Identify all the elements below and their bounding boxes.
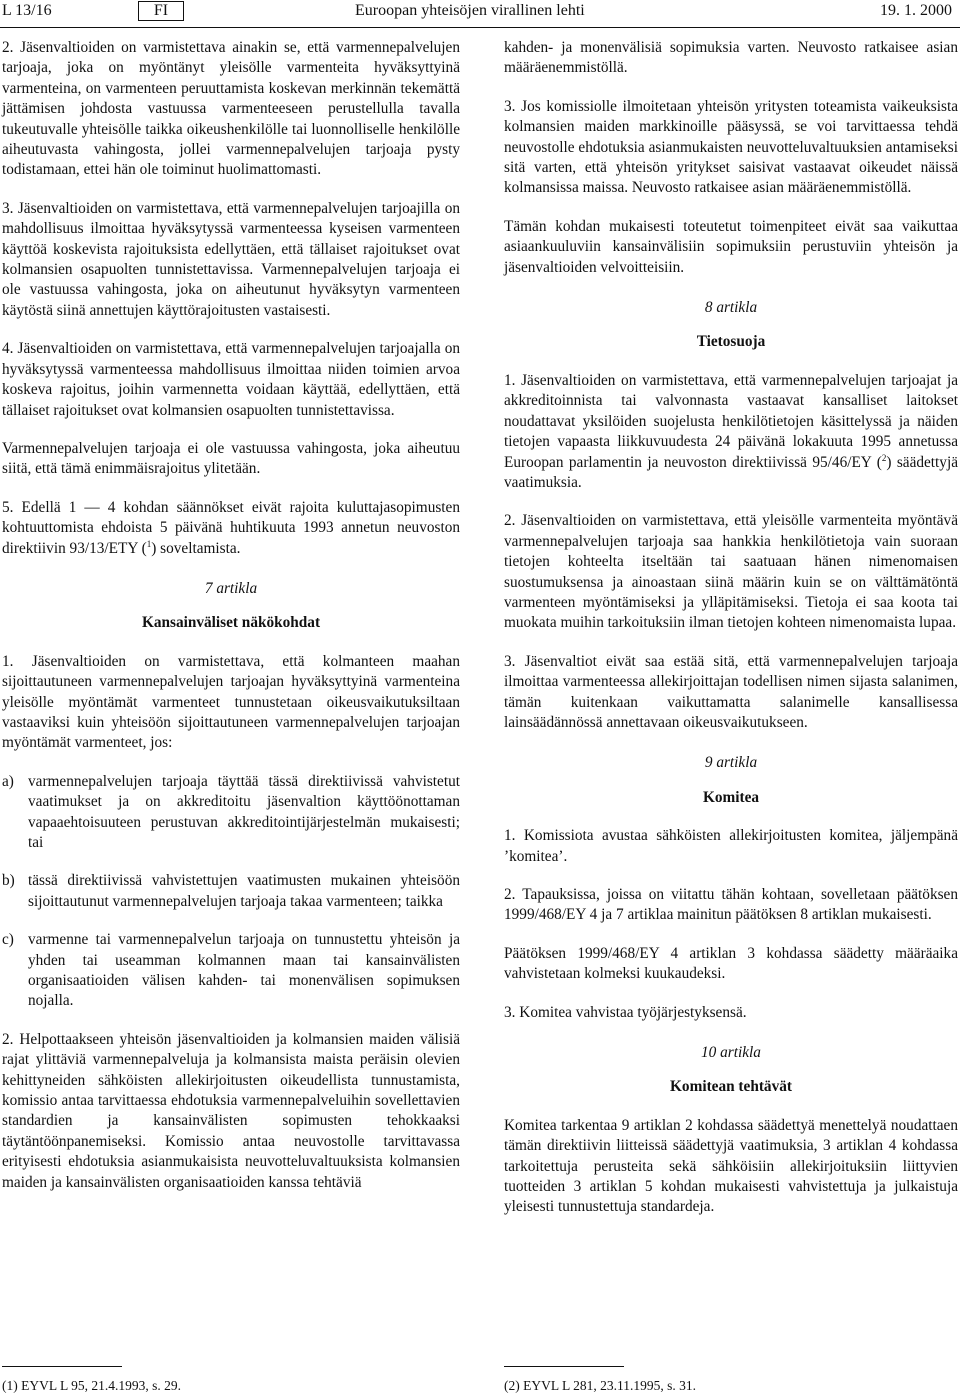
article-8-number: 8 artikla bbox=[704, 299, 758, 317]
right-column bbox=[504, 38, 958, 1236]
paragraph-7-1: 1. Jäsenvaltioiden on varmistettava, että kolmanteen maahan sijoittautuneen varmennepalvelujen tarjoajan hyväksyttyinä varmenteina yleisölle myöntämät varmenteet tunnustetaan oikeusvaikutuksiltaan vastaaviksi kuin yhteisöön sijoittautuneen varmennepalvelujen tarjoajan myöntämät varmenteet, jos: bbox=[2, 652, 460, 752]
journal-title: Euroopan yhteisöjen virallinen lehti bbox=[355, 2, 585, 19]
article-7-number: 7 artikla bbox=[204, 579, 258, 597]
article-7-title: Kansainväliset näkökohdat bbox=[141, 614, 321, 632]
paragraph-6-5: 5. Edellä 1 — 4 kohdan säännökset eivät rajoita kuluttajasopimusten kohtuuttomista ehdoista 5 päivänä huhtikuuta 1993 annetun neuvoston direktiivin 93/13/ETY ($^1$) soveltamista. bbox=[2, 498, 460, 557]
list-item-c: c) varmenne tai varmennepalvelun tarjoaja on tunnustettu yhteisön ja yhden tai useamman kolmannen maan tai kansainvälisten organisaatioiden välisen kahden- tai monenvälisen sopimuksen nojalla. bbox=[2, 931, 460, 1010]
paragraph-10: Komitea tarkentaa 9 artiklan 2 kohdassa säädettyä menettelyä noudattaen tämän direktiivin liitteissä säädettyjä vaatimuksia, 3 artiklan 4 kohdassa tarkoitettuja perusteita sekä sähköisiin allekirjoituksiin liittyvien tuotteiden 3 artiklan 5 kohdan mukaisesti vahvistettuja ja julkaistuja yleisesti tunnustettuja standardeja. bbox=[504, 1116, 958, 1216]
page-number: L 13/16 bbox=[2, 2, 52, 19]
paragraph-9-3: 3. Komitea vahvistaa työjärjestyksensä. bbox=[504, 1003, 747, 1021]
paragraph-6-3: 3. Jäsenvaltioiden on varmistettava, että varmennepalvelujen tarjoajilla on mahdollisuus ilmoittaa hyväksytyssä varmenteessa kyseisen varmenteen käyttöä koskevista rajoituksista edellyttäen, että tällaiset rajoitukset ovat kolmansien osapuolten tunnistettavissa. Varmennepalvelujen tarjoaja ei ole vastuussa vahingosta, joka on aiheutunut hyväksytyn varmenteen käytöstä siinä annettujen käyttörajoitusten vastaisesti. bbox=[2, 199, 460, 319]
paragraph-9-2: 2. Tapauksissa, joissa on viitattu tähän kohtaan, sovelletaan päätöksen 1999/468/EY 4 ja 7 artiklaa mainitun päätöksen 8 artiklan mukaisesti. bbox=[504, 886, 958, 924]
article-10-number: 10 artikla bbox=[701, 1044, 761, 1062]
paragraph-8-1: 1. Jäsenvaltioiden on varmistettava, että varmennepalvelujen tarjoajat ja akkreditoinnista tai valvonnasta vastaavat kansalliset laitokset noudattavat yksilöiden suojelusta henkilötietojen käsittelyssä ja näiden tietojen vapaasta liikkuvuudesta 24 päivänä lokakuuta 1995 annetussa Euroopan parlamentin ja neuvoston direktiivissä 95/46/EY ($^2$) säädettyjä vaatimuksia. bbox=[504, 371, 958, 491]
paragraph-6-4: 4. Jäsenvaltioiden on varmistettava, että varmennepalvelujen tarjoajalla on hyväksytyssä varmenteessa mahdollisuus ilmoittaa niiden toimien arvoa koskeva rajoitus, joihin varmennetta voidaan käyttää, edellyttäen, että tällaiset rajoitukset ovat kolmansien osapuolten tunnistettavissa. bbox=[2, 340, 460, 419]
list-item-b: b) tässä direktiivissä vahvistettujen vaatimusten mukainen yhteisöön sijoittautunut varmennepalvelujen tarjoaja takaa varmenteen; taikka bbox=[2, 872, 460, 910]
footnote-1: (1) EYVL L 95, 21.4.1993, s. 29. bbox=[2, 1378, 181, 1393]
paragraph-8-3: 3. Jäsenvaltiot eivät saa estää sitä, että varmennepalvelujen tarjoaja ilmoittaa varmenteessa allekirjoittajan todellisen nimen sijasta salanimen, tämän kuitenkaan vaikuttamatta salanimelle kansallisessa lainsäädännössä annettavaan oikeusvaikutukseen. bbox=[504, 652, 958, 731]
footnote-ref-2: 2 bbox=[881, 452, 887, 463]
paragraph-9-1: 1. Komissiota avustaa sähköisten allekirjoitusten komitea, jäljempänä ’komitea’. bbox=[504, 827, 958, 865]
language-code: FI bbox=[138, 1, 184, 21]
issue-date: 19. 1. 2000 bbox=[880, 2, 952, 19]
paragraph-7-2: 2. Helpottaakseen yhteisön jäsenvaltioiden ja kolmansien maiden välisiä rajat ylittäviä varmennepalveluja ja kolmansista maista peräisin olevien kehittyneiden sähköisten allekirjoitusten oikeudellista tunnustamista, komissio antaa tarvittaessa ehdotuksia varmennepalveluihin sovellettavien standardien ja kansainvälisten sopimusten tehokkaaksi täytäntöönpanemiseksi. Komissio antaa neuvostolle tarvittavassa erityisesti ehdotuksia asianmukaisista neuvotteluvaltuuksista kolmansien maiden ja kansainvälisten organisaatioiden kanssa tehtäviä bbox=[2, 1030, 460, 1191]
paragraph-6-2: 2. Jäsenvaltioiden on varmistettava ainakin se, että varmennepalvelujen tarjoaja, joka on myöntänyt yleisölle varmenteita hyväksyttyinä varmenteina, on varmenteen peruuttamista koskevan merkinnän tekemättä jättämisen johdosta vastuussa varmenteeseen perustellulla tavalla tukeutuvalle yhteisölle taikka oikeushenkilölle tai luonnolliselle henkilölle aiheutuvasta vahingosta, jollei varmennepalvelujen tarjoaja pysty todistamaan, ettei hän ole toiminut huolimattomasti. bbox=[2, 39, 460, 179]
footnote-rule-left bbox=[2, 1366, 122, 1367]
article-10-title: Komitean tehtävät bbox=[670, 1078, 792, 1096]
page-header bbox=[0, 0, 960, 28]
paragraph-7-3-continued: Tämän kohdan mukaisesti toteutetut toimenpiteet eivät saa vaikuttaa asiaankuuluviin kansainvälisiin sopimuksiin perustuviin yhteisön ja jäsenvaltioiden velvoitteisiin. bbox=[504, 217, 958, 276]
footnote-ref-1: 1 bbox=[146, 538, 152, 549]
left-column bbox=[2, 38, 460, 1211]
paragraph-8-2: 2. Jäsenvaltioiden on varmistettava, että yleisölle varmenteita myöntävä varmennepalvelujen tarjoaja saa hankkia henkilötietoja vain suoraan tietojen kohteelta itseltään tai saatuaan hänen nimenomaisen suostumuksensa ja ainoastaan siinä määrin kuin se on välttämätöntä varmenteen myöntämiseksi ja ylläpitämiseksi. Tietoja ei saa koota tai muokata muihin tarkoituksiin ilman tietojen kohteen nimenomaista lupaa. bbox=[504, 512, 958, 632]
header-rule bbox=[0, 27, 960, 28]
footnote-2: (2) EYVL L 281, 23.11.1995, s. 31. bbox=[504, 1378, 696, 1393]
list-item-a: a) varmennepalvelujen tarjoaja täyttää tässä direktiivissä vahvistetut vaatimukset ja on akkreditoitu jäsenvaltion käyttöönottaman vapaaehtoisuuteen perustuvan akkreditointijärjestelmän mukaisesti; tai bbox=[2, 772, 460, 851]
article-9-number: 9 artikla bbox=[704, 754, 758, 772]
footnote-rule-right bbox=[504, 1366, 624, 1367]
article-9-title: Komitea bbox=[702, 788, 760, 806]
paragraph-7-2-continued: kahden- ja monenvälisiä sopimuksia varten. Neuvosto ratkaisee asian määräenemmistöllä. bbox=[504, 39, 958, 77]
paragraph-6-4-continued: Varmennepalvelujen tarjoaja ei ole vastuussa vahingosta, joka aiheutuu siitä, että tämä enimmäisrajoitus ylitetään. bbox=[2, 439, 460, 478]
paragraph-7-3: 3. Jos komissiolle ilmoitetaan yhteisön yritysten toteamista vaikeuksista kolmansien maiden markkinoille pääsyssä, se voi tarvittaessa tehdä neuvostolle ehdotuksia asianmukaisten neuvotteluvaltuuksien antamiseksi sitä varten, että yhteisön yritykset saisivat vastaavat oikeudet näissä kolmansissa maissa. Neuvosto ratkaisee asian määräenemmistöllä. bbox=[504, 97, 958, 197]
article-8-title: Tietosuoja bbox=[696, 333, 766, 351]
paragraph-9-2-continued: Päätöksen 1999/468/EY 4 artiklan 3 kohdassa säädetty määräaika vahvistetaan kolmeksi kuukaudeksi. bbox=[504, 944, 958, 983]
